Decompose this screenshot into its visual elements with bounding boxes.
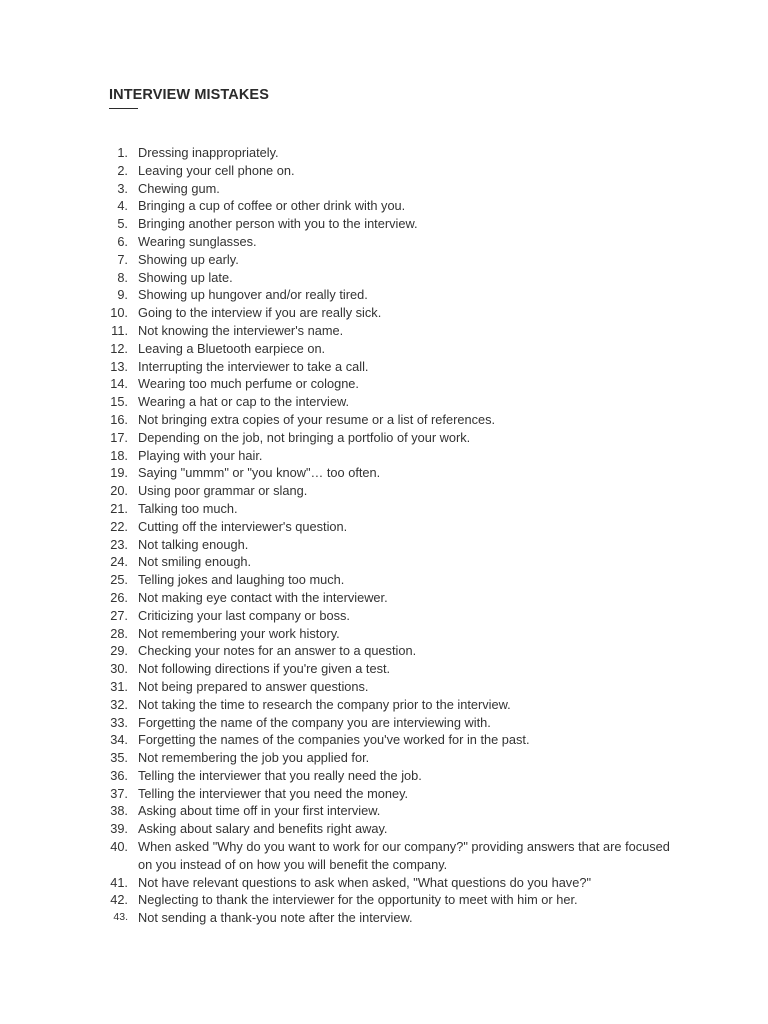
list-item <box>0 429 768 447</box>
list-item-number: 27. <box>110 607 128 623</box>
list-item-number: 17. <box>110 429 128 445</box>
list-item <box>0 874 768 892</box>
list-item-number: 18. <box>110 447 128 463</box>
list-item-text: Telling jokes and laughing too much. <box>138 572 345 588</box>
list-item-text: Wearing too much perfume or cologne. <box>138 376 359 392</box>
list-item-number: 10. <box>110 305 128 321</box>
list-item-number: 37. <box>110 785 128 801</box>
list-item <box>0 340 768 358</box>
list-item-text: Not knowing the interviewer's name. <box>138 322 344 338</box>
list-item-number: 5. <box>117 216 128 232</box>
list-item-text: Checking your notes for an answer to a question. <box>138 643 417 659</box>
list-item-number: 25. <box>110 572 128 588</box>
list-item-text: Not remembering the job you applied for. <box>138 750 370 766</box>
list-item-number: 32. <box>110 696 128 712</box>
list-item-number: 2. <box>117 162 128 178</box>
list-item-number: 13. <box>110 358 128 374</box>
list-item-text: Not bringing extra copies of your resume or a list of references. <box>138 411 496 427</box>
list-item <box>0 304 768 322</box>
list-item-text: Playing with your hair. <box>138 447 263 463</box>
list-item-text: Telling the interviewer that you really need the job. <box>138 767 422 783</box>
list-item <box>0 767 768 785</box>
list-item-number: 20. <box>110 483 128 499</box>
list-item <box>0 500 768 518</box>
list-item-number: 15. <box>110 394 128 410</box>
list-item <box>0 909 768 927</box>
title-underline <box>109 108 138 109</box>
list-item-number: 14. <box>110 376 128 392</box>
list-item-text: Depending on the job, not bringing a portfolio of your work. <box>138 429 471 445</box>
list-item-number: 19. <box>110 465 128 481</box>
list-item-number: 43. <box>113 911 128 924</box>
list-item <box>0 607 768 625</box>
list-item-text: Showing up hungover and/or really tired. <box>138 287 368 303</box>
list-item-number: 40. <box>110 839 128 855</box>
list-item-number: 28. <box>110 625 128 641</box>
list-item-number: 23. <box>110 536 128 552</box>
list-item-number: 24. <box>110 554 128 570</box>
list-item <box>0 464 768 482</box>
list-item-text: Telling the interviewer that you need the money. <box>138 785 409 801</box>
list-item-text: Not taking the time to research the company prior to the interview. <box>138 696 511 712</box>
list-item-text: Forgetting the names of the companies you've worked for in the past. <box>138 732 530 748</box>
list-item-text: Not making eye contact with the interviewer. <box>138 589 388 605</box>
list-item-number: 7. <box>117 251 128 267</box>
list-item-number: 1. <box>117 145 128 160</box>
list-item <box>0 696 768 714</box>
list-item <box>0 820 768 838</box>
list-item-number: 33. <box>110 714 128 730</box>
list-item-text: Interrupting the interviewer to take a call. <box>138 358 369 374</box>
list-item-text: Bringing a cup of coffee or other drink with you. <box>138 198 406 214</box>
list-item-number: 11. <box>111 322 128 338</box>
list-item-number: 42. <box>110 892 128 908</box>
list-item-text: Cutting off the interviewer's question. <box>138 518 348 534</box>
list-item-number: 39. <box>110 821 128 837</box>
list-item <box>0 144 768 162</box>
list-item-text: Neglecting to thank the interviewer for the opportunity to meet with him or her. <box>138 892 578 908</box>
list-item <box>0 269 768 287</box>
list-item-number: 12. <box>110 340 128 356</box>
list-item-number: 30. <box>110 661 128 677</box>
list-item <box>0 660 768 678</box>
list-item-number: 29. <box>110 643 128 659</box>
list-item <box>0 411 768 429</box>
list-item <box>0 571 768 589</box>
list-item-text: Wearing a hat or cap to the interview. <box>138 394 350 410</box>
list-item-text: Showing up early. <box>138 251 239 267</box>
list-item-text: Showing up late. <box>138 269 233 285</box>
list-item <box>0 642 768 660</box>
list-item-text: Not sending a thank-you note after the interview. <box>138 910 413 926</box>
list-item-number: 31. <box>110 678 128 694</box>
list-item-number: 34. <box>110 732 128 748</box>
list-item <box>0 393 768 411</box>
list-item-number: 36. <box>110 767 128 783</box>
list-item-text: Dressing inappropriately. <box>138 145 279 160</box>
list-item-text: Not being prepared to answer questions. <box>138 678 369 694</box>
list-item <box>0 536 768 554</box>
list-item-number: 8. <box>117 269 128 285</box>
list-item-text: Leaving a Bluetooth earpiece on. <box>138 340 326 356</box>
list-item-text: Chewing gum. <box>138 180 220 196</box>
list-item-number: 3. <box>117 180 128 196</box>
list-item-text: Criticizing your last company or boss. <box>138 607 350 623</box>
list-item-text: Not talking enough. <box>138 536 249 552</box>
list-item-text: Using poor grammar or slang. <box>138 483 308 499</box>
list-item <box>0 286 768 304</box>
list-item-number: 38. <box>110 803 128 819</box>
list-item-text: Not remembering your work history. <box>138 625 340 641</box>
list-item <box>0 447 768 465</box>
list-item <box>0 233 768 251</box>
list-item <box>0 891 768 909</box>
list-item <box>0 162 768 180</box>
list-item <box>0 251 768 269</box>
list-item <box>0 180 768 198</box>
list-item-number: 22. <box>110 518 128 534</box>
list-item <box>0 749 768 767</box>
list-item <box>0 553 768 571</box>
list-item-number: 41. <box>110 874 128 890</box>
mistakes-list <box>0 144 768 927</box>
list-item-text: Asking about salary and benefits right away. <box>138 821 388 837</box>
list-item-number: 4. <box>117 198 128 214</box>
list-item <box>0 714 768 732</box>
list-item <box>0 589 768 607</box>
list-item <box>0 625 768 643</box>
list-item-number: 26. <box>110 589 128 605</box>
list-item-text: Bringing another person with you to the interview. <box>138 216 418 232</box>
list-item-text: Saying "ummm" or "you know"… too often. <box>138 465 381 481</box>
list-item-number: 16. <box>110 411 128 427</box>
list-item-number: 6. <box>117 233 128 249</box>
list-item <box>0 375 768 393</box>
list-item <box>0 802 768 820</box>
list-item-number: 9. <box>117 287 128 303</box>
list-item-number: 35. <box>110 750 128 766</box>
list-item-text: Forgetting the name of the company you are interviewing with. <box>138 714 491 730</box>
list-item-text: Leaving your cell phone on. <box>138 162 295 178</box>
list-item-text: Wearing sunglasses. <box>138 233 257 249</box>
list-item <box>0 482 768 500</box>
list-item-text: Not smiling enough. <box>138 554 252 570</box>
list-item <box>0 215 768 233</box>
list-item <box>0 518 768 536</box>
list-item-text: Going to the interview if you are really sick. <box>138 305 382 321</box>
list-item <box>0 197 768 215</box>
list-item <box>0 358 768 376</box>
list-item-text: Asking about time off in your first interview. <box>138 803 381 819</box>
list-item-text: When asked "Why do you want to work for our company?" providing answers that are focused on you instead of on how you will benefit the company. <box>138 839 670 872</box>
list-item-text: Not following directions if you're given a test. <box>138 661 391 677</box>
list-item-text: Not have relevant questions to ask when asked, "What questions do you have?" <box>138 874 591 890</box>
list-item <box>0 731 768 749</box>
list-item-text: Talking too much. <box>138 500 238 516</box>
page-title: INTERVIEW MISTAKES <box>109 87 269 103</box>
list-item <box>0 785 768 803</box>
list-item <box>0 838 768 874</box>
list-item <box>0 322 768 340</box>
list-item-number: 21. <box>110 500 128 516</box>
list-item <box>0 678 768 696</box>
